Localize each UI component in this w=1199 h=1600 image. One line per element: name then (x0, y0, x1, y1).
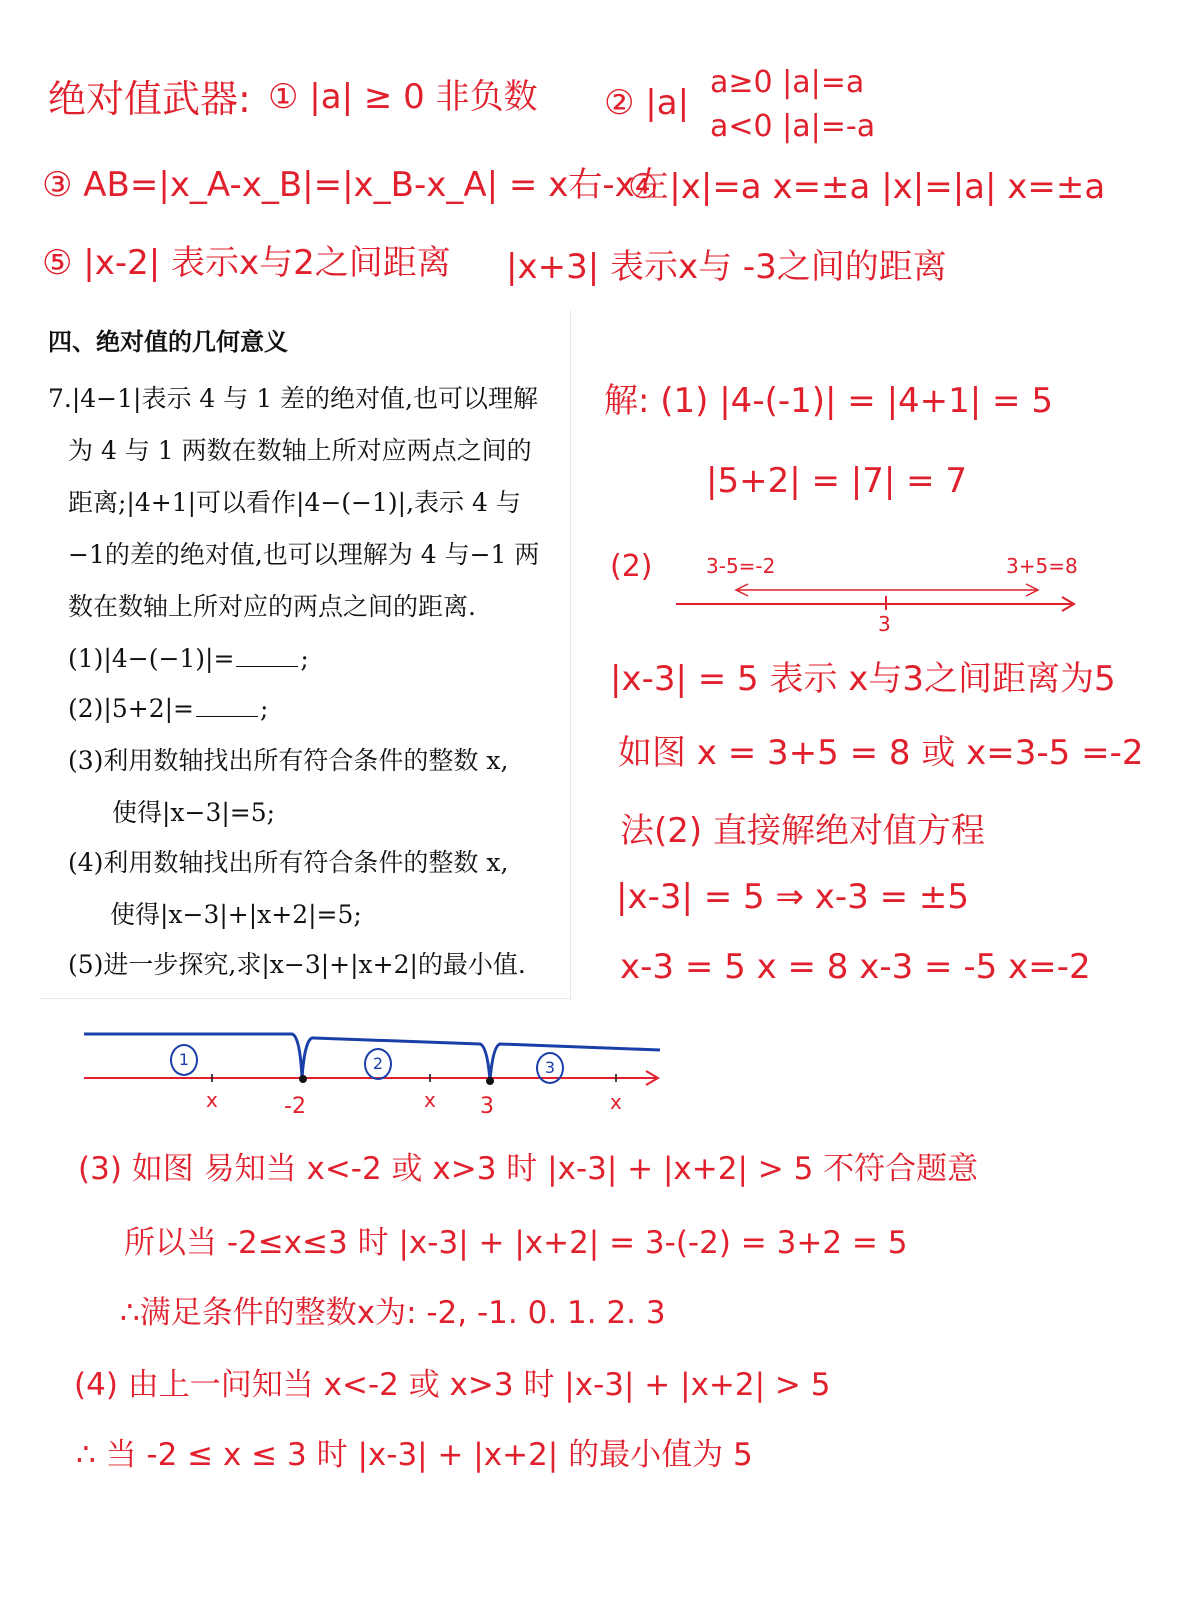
solution-3a: (3) 如图 易知当 x<-2 或 x>3 时 |x-3| + |x+2| > 5 不符合题意 (78, 1151, 979, 1187)
region-3-marker: 3 (536, 1052, 564, 1084)
question-4b: 使得|x−3|+|x+2|=5; (110, 900, 362, 929)
question-4a: (4)利用数轴找出所有符合条件的整数 x, (68, 848, 509, 877)
note-2-case1: a≥0 |a|=a (710, 65, 865, 100)
problem-line-1: 7.|4−1|表示 4 与 1 差的绝对值,也可以理解 (48, 384, 539, 413)
nl-mid-label: 3 (878, 612, 891, 636)
note-3: ③ AB=|x_A-x_B|=|x_B-x_A| = x右-x左 (42, 165, 669, 205)
question-3b: 使得|x−3|=5; (112, 798, 276, 827)
solution-4b: ∴ 当 -2 ≤ x ≤ 3 时 |x-3| + |x+2| 的最小值为 5 (76, 1437, 753, 1473)
question-2-end: ; (259, 694, 269, 723)
solution-2a: |x-3| = 5 表示 x与3之间距离为5 (610, 659, 1116, 699)
question-5: (5)进一步探究,求|x−3|+|x+2|的最小值. (68, 950, 526, 979)
solution-2b: 如图 x = 3+5 = 8 或 x=3-5 =-2 (618, 733, 1144, 773)
section-heading: 四、绝对值的几何意义 (48, 328, 288, 356)
note-5a: ⑤ |x-2| 表示x与2之间距离 (42, 243, 451, 283)
question-2-text: (2)|5+2|= (68, 694, 194, 723)
nl-3-label: 3 (480, 1094, 494, 1119)
solution-2e: x-3 = 5 x = 8 x-3 = -5 x=-2 (620, 947, 1091, 987)
small-number-line (676, 584, 1074, 611)
notes-title: 绝对值武器: (48, 77, 251, 121)
solution-1b: |5+2| = |7| = 7 (706, 461, 968, 501)
nl-x-label-1: x (206, 1088, 218, 1112)
note-2-case2: a<0 |a|=-a (710, 109, 876, 144)
solution-4a: (4) 由上一问知当 x<-2 或 x>3 时 |x-3| + |x+2| > 5 (74, 1367, 831, 1403)
problem-line-2: 为 4 与 1 两数在数轴上所对应两点之间的 (68, 436, 532, 465)
nl-x-label-3: x (610, 1090, 622, 1114)
problem-line-3: 距离;|4+1|可以看作|4−(−1)|,表示 4 与 (68, 488, 521, 517)
question-1-end: ; (300, 644, 309, 673)
solution-3b: 所以当 -2≤x≤3 时 |x-3| + |x+2| = 3-(-2) = 3+2 = 5 (124, 1225, 908, 1261)
note-2-head: ② |a| (604, 83, 690, 123)
note-4: ④ |x|=a x=±a |x|=|a| x=±a (628, 167, 1106, 207)
solution-2d: |x-3| = 5 ⇒ x-3 = ±5 (616, 877, 970, 917)
solution-3c: ∴满足条件的整数x为: -2, -1. 0. 1. 2. 3 (120, 1295, 666, 1331)
solution-1a: 解: (1) |4-(-1)| = |4+1| = 5 (604, 381, 1053, 421)
nl-right-label: 3+5=8 (1006, 554, 1078, 578)
problem-line-5: 数在数轴上所对应的两点之间的距离. (68, 592, 476, 621)
note-5b: |x+3| 表示x与 -3之间的距离 (506, 247, 947, 287)
question-3a: (3)利用数轴找出所有符合条件的整数 x, (68, 746, 509, 775)
problem-line-4: −1的差的绝对值,也可以理解为 4 与−1 两 (68, 540, 540, 569)
nl-x-label-2: x (424, 1088, 436, 1112)
region-2-marker: 2 (364, 1048, 392, 1080)
note-1: ① |a| ≥ 0 非负数 (268, 77, 538, 117)
region-1-marker: 1 (170, 1044, 198, 1076)
solution-2-label: (2) (610, 549, 653, 584)
nl-left-label: 3-5=-2 (706, 554, 776, 578)
question-1-text: (1)|4−(−1)|= (68, 644, 235, 673)
nl-minus2-label: -2 (284, 1094, 306, 1119)
solution-2c: 法(2) 直接解绝对值方程 (620, 811, 985, 851)
